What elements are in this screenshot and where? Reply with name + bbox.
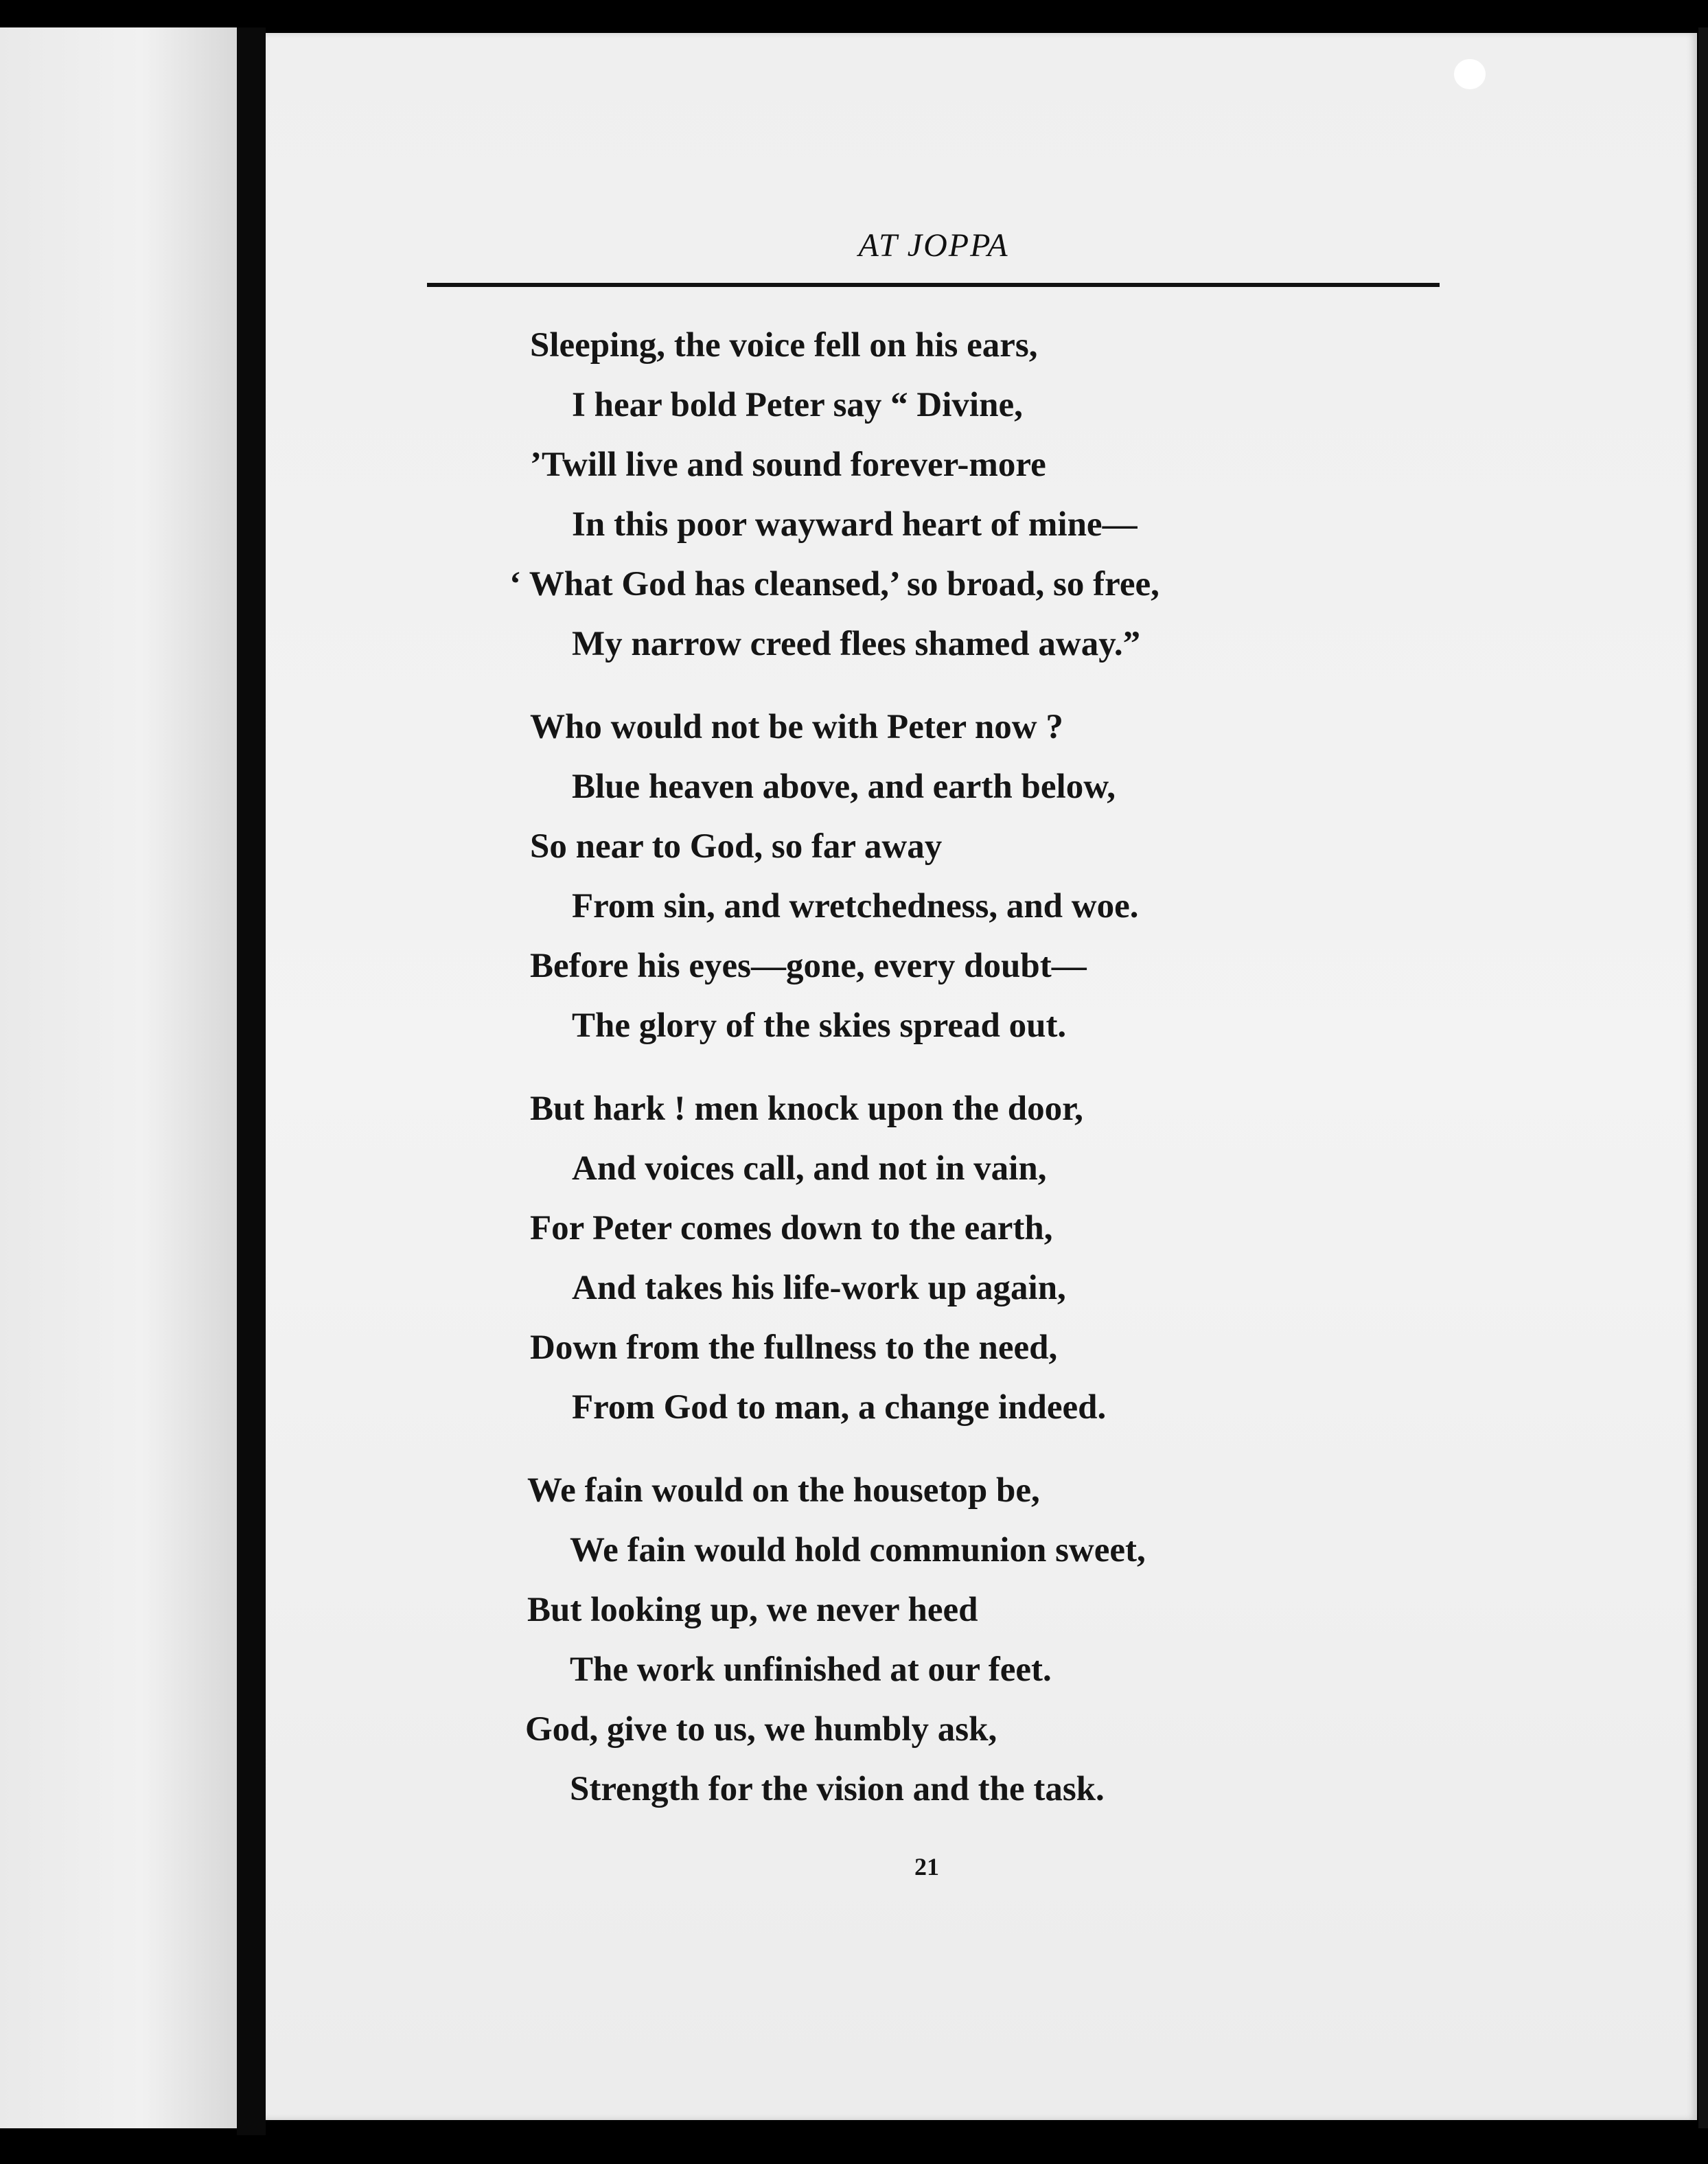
running-head: AT JOPPA [858,227,1009,264]
poem-line: God, give to us, we humbly ask, [525,1710,997,1749]
poem-line: Down from the fullness to the need, [530,1328,1058,1367]
poem-line: Strength for the vision and the task. [570,1770,1105,1808]
poem-line: So near to God, so far away [530,827,943,866]
poem-line: But hark ! men knock upon the door, [530,1090,1083,1128]
poem-line: Before his eyes—gone, every doubt— [530,947,1087,985]
poem-line: My narrow creed flees shamed away.” [572,625,1141,663]
poem-line: The work unfinished at our feet. [570,1650,1052,1689]
poem-line: For Peter comes down to the earth, [530,1209,1053,1247]
poem-line: In this poor wayward heart of mine— [572,505,1138,544]
poem-line: Blue heaven above, and earth below, [572,768,1116,806]
poem-line: From God to man, a change indeed. [572,1388,1107,1427]
poem-line: And voices call, and not in vain, [572,1149,1047,1188]
poem-line: But looking up, we never heed [527,1591,978,1629]
poem-line: We fain would hold communion sweet, [570,1531,1146,1569]
poem-line: We fain would on the housetop be, [527,1471,1040,1510]
poem-line: ’Twill live and sound forever-more [530,446,1046,484]
poem-line: Who would not be with Peter now ? [530,708,1063,746]
poem-line: I hear bold Peter say “ Divine, [572,386,1023,424]
poem-line: Sleeping, the voice fell on his ears, [530,326,1038,365]
poem-line: And takes his life-work up again, [572,1269,1066,1307]
poem-line: The glory of the skies spread out. [572,1006,1067,1045]
page-number: 21 [914,1853,939,1880]
poem-line: ‘ What God has cleansed,’ so broad, so free, [509,565,1159,603]
poem-line: From sin, and wretchedness, and woe. [572,887,1139,925]
